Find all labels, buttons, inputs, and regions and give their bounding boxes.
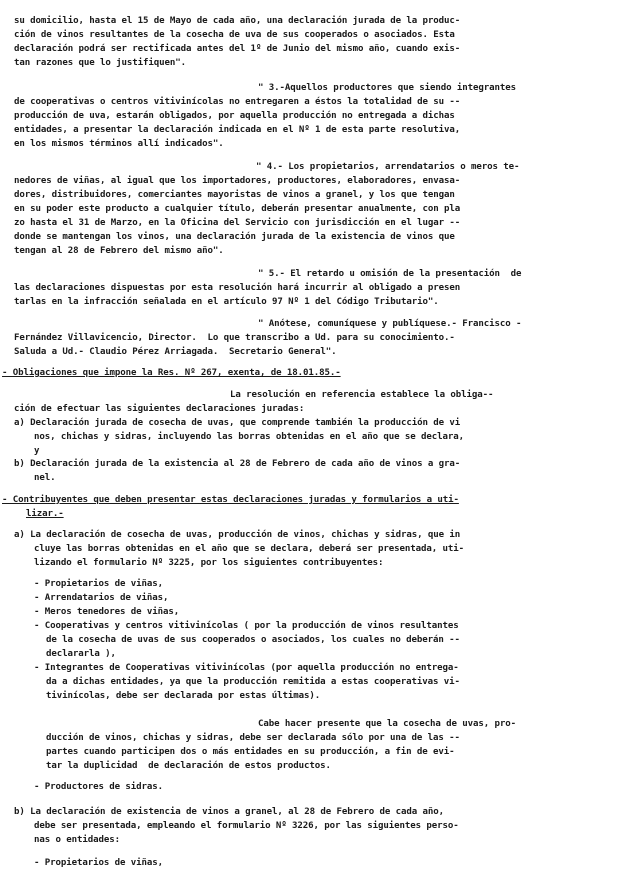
text-line: " 5.- El retardo u omisión de la presentación de: [258, 269, 522, 279]
text-line: nos, chichas y sidras, incluyendo las borras obtenidas en el año que se declara,: [34, 432, 464, 442]
text-line: tar la duplicidad de declaración de estos productos.: [46, 761, 331, 771]
text-line: " 3.-Aquellos productores que siendo integrantes: [258, 83, 516, 93]
section-heading: lizar.-: [26, 509, 64, 519]
text-line: tivinícolas, debe ser declarada por estas últimas).: [46, 691, 321, 701]
text-line: tan razones que lo justifiquen".: [14, 58, 186, 68]
text-line: tarlas en la infracción señalada en el artículo 97 Nº 1 del Código Tributario".: [14, 297, 439, 307]
text-line: Cabe hacer presente que la cosecha de uvas, pro-: [258, 719, 516, 729]
text-line: " 4.- Los propietarios, arrendatarios o meros te-: [256, 162, 520, 172]
text-line: entidades, a presentar la declaración indicada en el Nº 1 de esta parte resolutiva,: [14, 125, 461, 135]
text-line: La resolución en referencia establece la obliga--: [230, 390, 494, 400]
text-line: da a dichas entidades, ya que la producción remitida a estas cooperativas vi-: [46, 677, 460, 687]
list-item: - Arrendatarios de viñas,: [34, 593, 169, 603]
text-line: declaración podrá ser rectificada antes del 1º de Junio del mismo año, cuando exis-: [14, 44, 461, 54]
text-line: en los mismos términos allí indicados".: [14, 139, 224, 149]
text-line: las declaraciones dispuestas por esta resolución hará incurrir al obligado a presen: [14, 283, 461, 293]
text-line: nedores de viñas, al igual que los importadores, productores, elaboradores, envasa-: [14, 176, 461, 186]
text-line: de cooperativas o centros vitivinícolas no entregaren a éstos la totalidad de su --: [14, 97, 461, 107]
text-line: " Anótese, comuníquese y publíquese.- Francisco -: [258, 319, 522, 329]
text-line: de la cosecha de uvas de sus cooperados o asociados, los cuales no deberán --: [46, 635, 460, 645]
section-heading: - Contribuyentes que deben presentar estas declaraciones juradas y formularios a uti-: [2, 495, 459, 505]
list-item: - Propietarios de viñas,: [34, 579, 163, 589]
text-line: Fernández Villavicencio, Director. Lo que transcribo a Ud. para su conocimiento.-: [14, 333, 455, 343]
text-line: lizando el formulario Nº 3225, por los siguientes contribuyentes:: [34, 558, 384, 568]
text-line: dores, distribuidores, comerciantes mayoristas de vinos a granel, y los que tengan: [14, 190, 455, 200]
text-line: declararla ),: [46, 649, 116, 659]
text-line: donde se mantengan los vinos, una declaración jurada de la existencia de vinos que: [14, 232, 455, 242]
section-heading: - Obligaciones que impone la Res. Nº 267, exenta, de 18.01.85.-: [2, 368, 341, 378]
text-line: nas o entidades:: [34, 835, 120, 845]
text-line: nel.: [34, 473, 56, 483]
text-line: debe ser presentada, empleando el formulario Nº 3226, por las siguientes perso-: [34, 821, 459, 831]
text-line: ción de efectuar las siguientes declaraciones juradas:: [14, 404, 305, 414]
list-item: a) Declaración jurada de cosecha de uvas, que comprende también la producción de vi: [14, 418, 461, 428]
list-item: a) La declaración de cosecha de uvas, producción de vinos, chichas y sidras, que in: [14, 530, 461, 540]
list-item: b) La declaración de existencia de vinos a granel, al 28 de Febrero de cada año,: [14, 807, 444, 817]
list-item: - Integrantes de Cooperativas vitivinícolas (por aquella producción no entrega-: [34, 663, 459, 673]
text-line: ducción de vinos, chichas y sidras, debe ser declarada sólo por una de las --: [46, 733, 460, 743]
list-item: b) Declaración jurada de la existencia al 28 de Febrero de cada año de vinos a gra-: [14, 459, 461, 469]
text-line: en su poder este producto a cualquier título, deberán presentar anualmente, con pla: [14, 204, 461, 214]
text-line: zo hasta el 31 de Marzo, en la Oficina del Servicio con jurisdicción en el lugar --: [14, 218, 461, 228]
text-line: y: [34, 446, 40, 456]
text-line: Saluda a Ud.- Claudio Pérez Arriagada. Secretario General".: [14, 347, 337, 357]
text-line: tengan al 28 de Febrero del mismo año".: [14, 246, 224, 256]
list-item: - Propietarios de viñas,: [34, 858, 163, 868]
list-item: - Cooperativas y centros vitivinícolas ( por la producción de vinos resultantes: [34, 621, 459, 631]
list-item: - Productores de sidras.: [34, 782, 163, 792]
list-item: - Meros tenedores de viñas,: [34, 607, 180, 617]
text-line: ción de vinos resultantes de la cosecha de uva de sus cooperados o asociados. Esta: [14, 30, 455, 40]
text-line: producción de uva, estarán obligados, por aquella producción no entregada a dichas: [14, 111, 455, 121]
text-line: partes cuando participen dos o más entidades en su producción, a fin de evi-: [46, 747, 455, 757]
text-line: cluye las borras obtenidas en el año que se declara, deberá ser presentada, uti-: [34, 544, 464, 554]
text-line: su domicilio, hasta el 15 de Mayo de cada año, una declaración jurada de la produc-: [14, 16, 461, 26]
